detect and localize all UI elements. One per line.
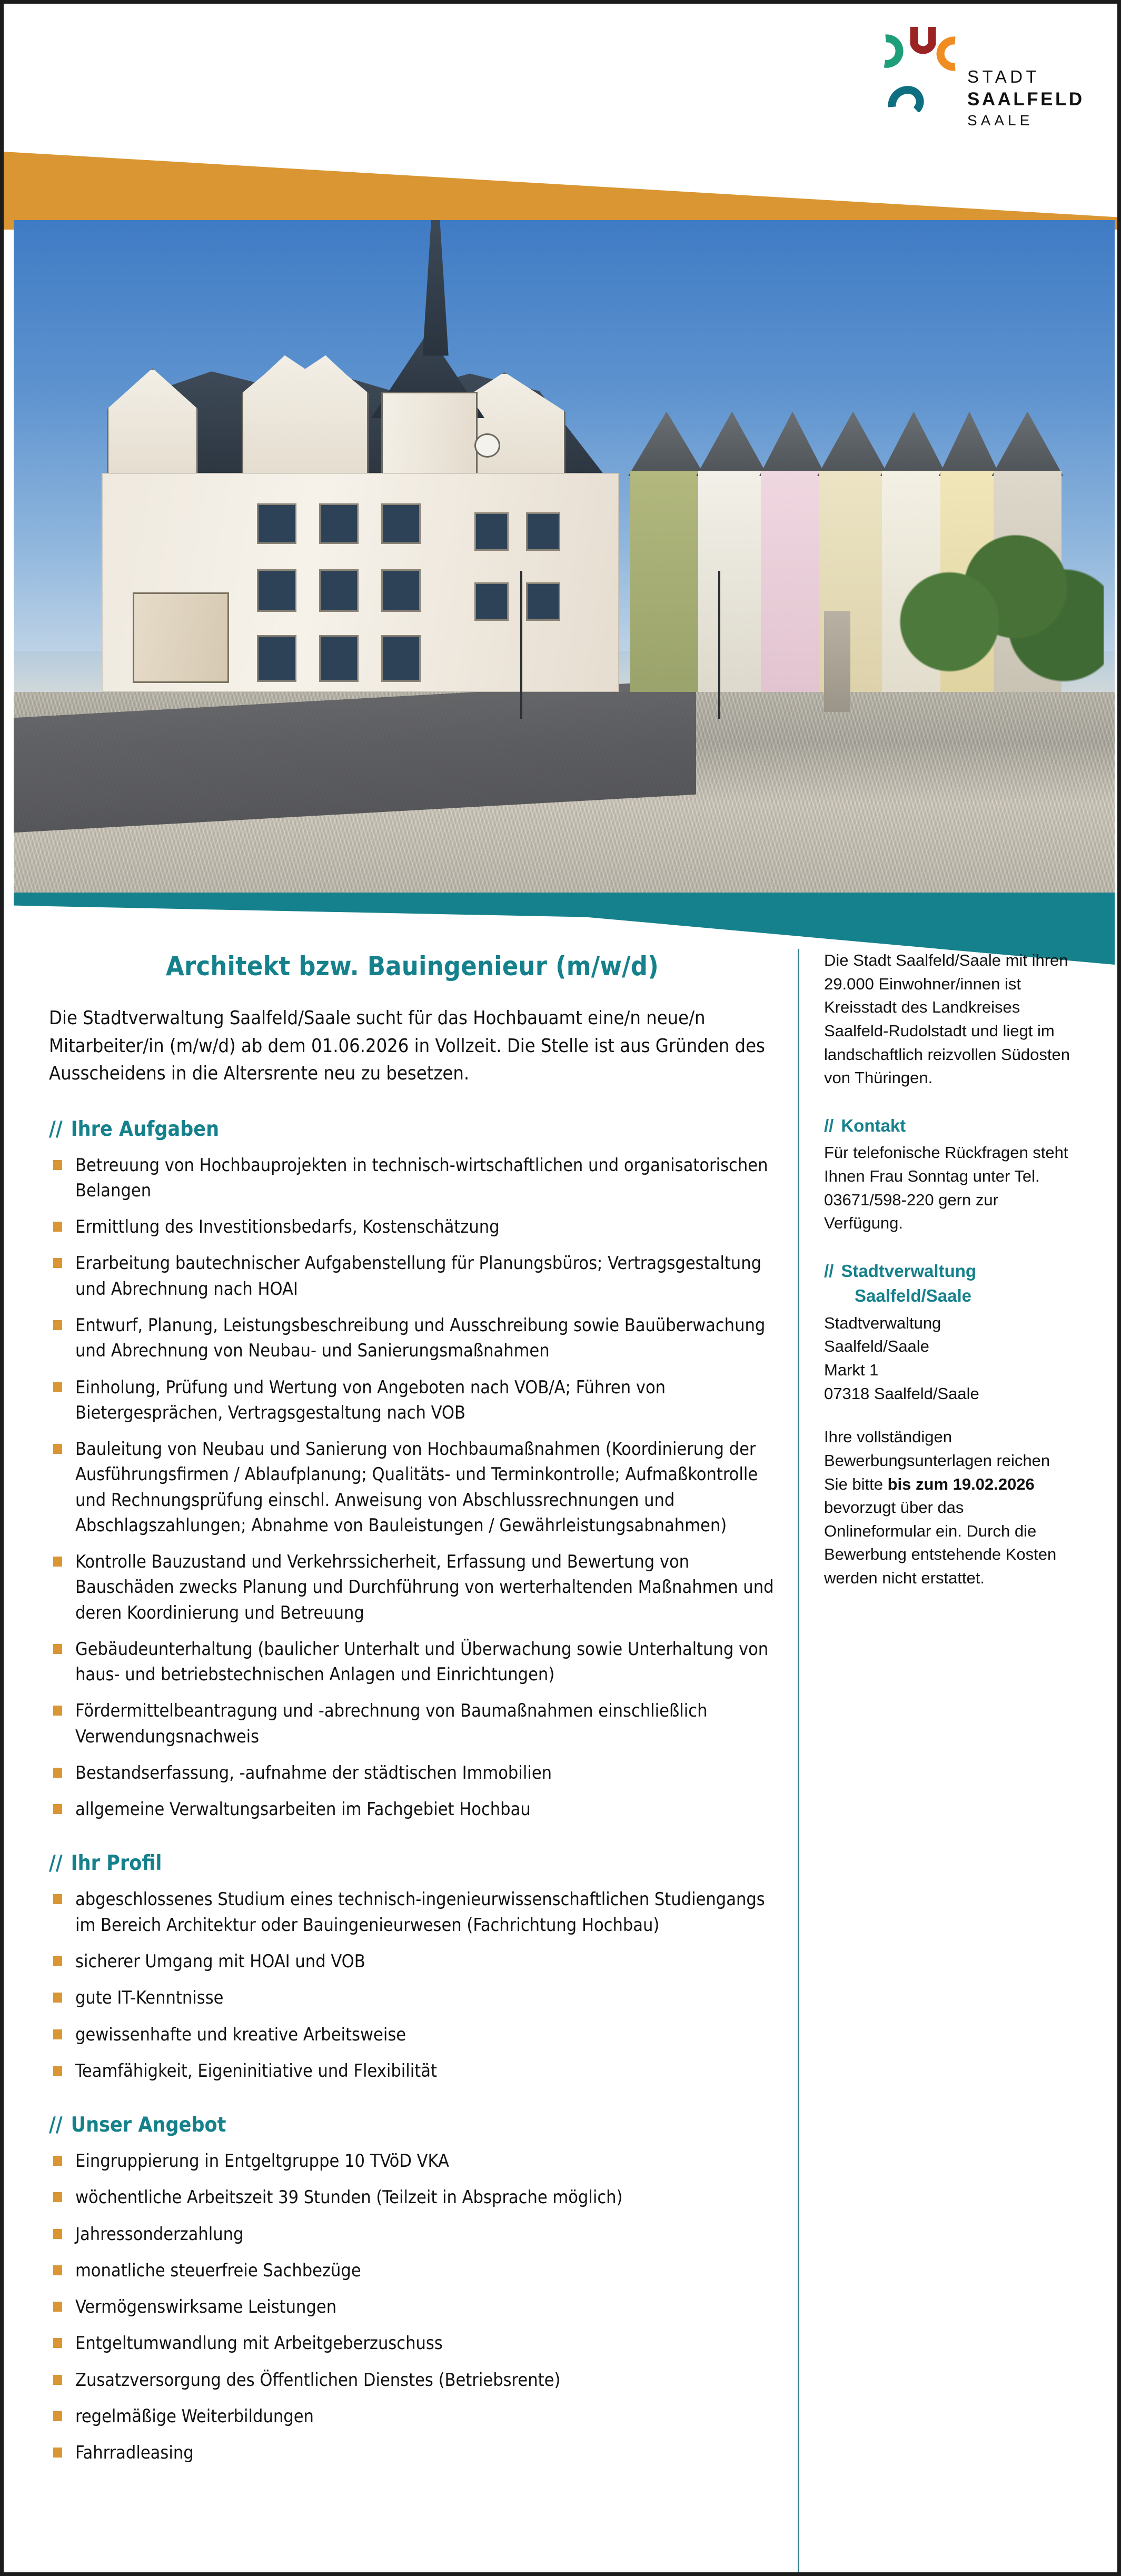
slashes-marker: // <box>824 1115 834 1135</box>
page-header <box>4 4 1117 162</box>
logo-wordmark <box>967 66 1085 130</box>
logo-line-saale: SAALE <box>967 112 1034 128</box>
address-line: Markt 1 <box>824 1361 879 1380</box>
sidebar-heading-label: Kontakt <box>841 1115 906 1135</box>
photo-gable-middle <box>242 353 369 489</box>
hero-photo-rathaus-saalfeld <box>14 220 1115 894</box>
section-heading-profil <box>49 1851 776 1875</box>
list-item: Fahrradleasing <box>49 2440 776 2465</box>
section-heading-angebot <box>49 2113 776 2137</box>
city-logo <box>881 15 1085 147</box>
saalfeld-four-arcs-logo-icon <box>881 23 960 112</box>
list-item: Einholung, Prüfung und Wertung von Angeboten nach VOB/A; Führen von Bietergesprächen, Vertragsgestaltung nach VOB <box>49 1375 776 1426</box>
list-item: Eingruppierung in Entgeltgruppe 10 TVöD VKA <box>49 2148 776 2174</box>
section-heading-aufgaben <box>49 1117 776 1141</box>
list-item: Teamfähigkeit, Eigeninitiative und Flexibilität <box>49 2058 776 2084</box>
photo-obelisk <box>824 611 850 712</box>
photo-clock-face <box>474 433 500 458</box>
list-aufgaben <box>49 1153 776 1822</box>
intro-paragraph: Die Stadtverwaltung Saalfeld/Saale sucht für das Hochbauamt eine/n neue/n Mitarbeiter/in (m/w/d) ab dem 01.06.2026 in Vollzeit. Die Stelle ist aus Gründen des Ausscheidens in die Altersrente neu zu besetzen. <box>49 1007 765 1085</box>
photo-town-hall <box>102 301 619 692</box>
list-item: gute IT-Kenntnisse <box>49 1985 776 2010</box>
address-line: Stadtverwaltung <box>824 1313 941 1332</box>
list-item: regelmäßige Weiterbildungen <box>49 2404 776 2429</box>
photo-town-hall-facade <box>102 473 619 692</box>
page-title: Architekt bzw. Bauingenieur (m/w/d) <box>166 951 659 982</box>
city-intro-text: Die Stadt Saalfeld/Saale mit ihren 29.000 Einwohner/innen ist Kreisstadt des Landkreises Saalfeld-Rudolstadt und liegt im landschaftlich reizvollen Südosten von Thüringen. <box>824 951 1070 1087</box>
list-item: Vermögenswirksame Leistungen <box>49 2294 776 2320</box>
list-item: monatliche steuerfreie Sachbezüge <box>49 2258 776 2283</box>
list-item: Bestandserfassung, -aufnahme der städtischen Immobilien <box>49 1760 776 1786</box>
slashes-marker: // <box>824 1261 834 1281</box>
section-heading-label: Ihr Profil <box>71 1851 162 1876</box>
slashes-marker: // <box>49 1851 63 1876</box>
photo-trees <box>884 517 1104 692</box>
list-item: Fördermittelbeantragung und -abrechnung von Baumaßnahmen einschließlich Verwendungsnachweis <box>49 1698 776 1749</box>
photo-street-lamp <box>718 571 720 719</box>
address-line: Saalfeld/Saale <box>824 1337 929 1356</box>
list-item: Kontrolle Bauzustand und Verkehrssicherheit, Erfassung und Bewertung von Bauschäden zwecks Planung und Durchführung von werterhaltenden Maßnahmen und deren Koordinierung und Betreuung <box>49 1549 776 1626</box>
list-item: Entwurf, Planung, Leistungsbeschreibung und Ausschreibung sowie Bauüberwachung und Abrechnung von Neubau- und Sanierungsmaßnahmen <box>49 1313 776 1364</box>
list-item: gewissenhafte und kreative Arbeitsweise <box>49 2022 776 2047</box>
address-line: 07318 Saalfeld/Saale <box>824 1384 979 1403</box>
sidebar-heading-stadtverwaltung <box>824 1259 1072 1309</box>
list-item: sicherer Umgang mit HOAI und VOB <box>49 1949 776 1974</box>
content-area <box>4 949 1117 2572</box>
spacer <box>824 1405 1072 1425</box>
sidebar-column <box>824 949 1072 1590</box>
list-item: allgemeine Verwaltungsarbeiten im Fachgebiet Hochbau <box>49 1797 776 1822</box>
photo-oriel-bay <box>133 592 229 683</box>
column-divider <box>798 949 799 2572</box>
apply-text-after: bevorzugt über das Onlineformular ein. Durch die Bewerbung entstehende Kosten werden nicht erstattet. <box>824 1498 1057 1588</box>
orange-accent-wedge <box>4 152 1117 230</box>
list-item: Erarbeitung bautechnischer Aufgabenstellung für Planungsbüros; Vertragsgestaltung und Abrechnung nach HOAI <box>49 1251 776 1302</box>
list-item: Zusatzversorgung des Öffentlichen Dienstes (Betriebsrente) <box>49 2367 776 2393</box>
slashes-marker: // <box>49 2113 63 2137</box>
list-item: Jahressonderzahlung <box>49 2222 776 2247</box>
main-column <box>49 949 776 2476</box>
list-item: Gebäudeunterhaltung (baulicher Unterhalt und Überwachung sowie Unterhaltung von haus- und betriebstechnischen Anlagen und Einrichtungen) <box>49 1637 776 1688</box>
application-instructions <box>824 1425 1072 1590</box>
slashes-marker: // <box>49 1117 63 1141</box>
photo-street-lamp <box>520 571 522 719</box>
list-item: Entgeltumwandlung mit Arbeitgeberzuschuss <box>49 2331 776 2356</box>
list-item: Ermittlung des Investitionsbedarfs, Kostenschätzung <box>49 1214 776 1240</box>
logo-line-stadt: STADT <box>967 67 1040 86</box>
apply-text-before: Ihre vollständigen Bewerbungsunterlagen reichen Sie bitte <box>824 1428 1050 1493</box>
list-item: Betreuung von Hochbauprojekten in technisch-wirtschaftlichen und organisatorischen Belangen <box>49 1153 776 1204</box>
list-angebot <box>49 2148 776 2465</box>
section-heading-label: Unser Angebot <box>71 2113 226 2137</box>
sidebar-heading-kontakt <box>824 1113 1072 1138</box>
list-item: Bauleitung von Neubau und Sanierung von Hochbaumaßnahmen (Koordinierung der Ausführungsfirmen / Ablaufplanung; Qualitäts- und Terminkontrolle; Aufmaßkontrolle und Rechnungsprüfung einschl. Anweisung von Abschlussrechnungen und Abschlagszahlungen; Abnahme von Bauleistungen / Gewährleistungsabnahmen) <box>49 1436 776 1538</box>
list-item: wöchentliche Arbeitszeit 39 Stunden (Teilzeit in Absprache möglich) <box>49 2185 776 2210</box>
contact-text: Für telefonische Rückfragen steht Ihnen Frau Sonntag unter Tel. 03671/598-220 gern zur Verfügung. <box>824 1143 1068 1233</box>
list-item: abgeschlossenes Studium eines technisch-ingenieurwissenschaftlichen Studiengangs im Bereich Architektur oder Bauingenieurwesen (Fachrichtung Hochbau) <box>49 1887 776 1938</box>
section-heading-label: Ihre Aufgaben <box>71 1117 220 1141</box>
application-deadline: bis zum 19.02.2026 <box>887 1474 1035 1493</box>
logo-line-saalfeld: SAALFELD <box>967 88 1085 110</box>
list-profil <box>49 1887 776 2084</box>
address-block <box>824 1312 1072 1406</box>
sidebar-heading-label: Stadtverwaltung Saalfeld/Saale <box>841 1261 977 1306</box>
